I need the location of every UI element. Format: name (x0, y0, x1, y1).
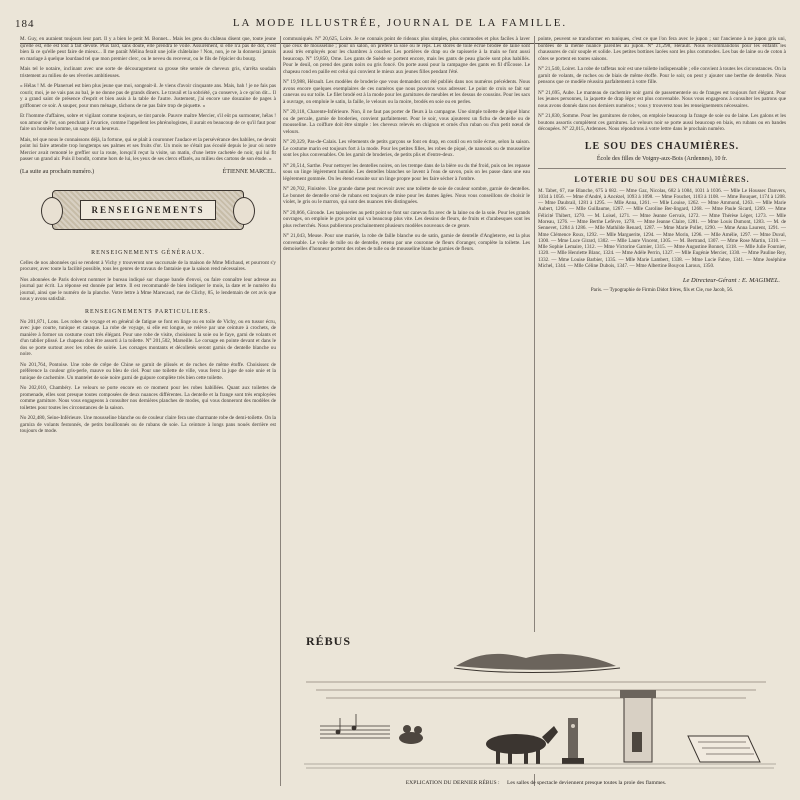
particular-info-paragraph-1: No 201,871, Lons. Les robes de voyage et en général de fatigue se font en linge ou en toile de Vichy, ou en tussor écru, avec jupe courte, tunique et casaque. La robe de voyage, si elle est longue, se relève par une ceinture à crochets, de manière à former un costume court très élégant. Pour une robe de visite, choisissez la soie ou le faye, garni de volants et d'un tablier plissé. Le chapeau doit être assorti à la toilette. N° 201,502, Marseille. Le corsage en pointe devant et dans le dos se porte surtout avec les robes de soirée. Les corsages montants et décolletés seront garnis de dentelle blanche ou noire. (20, 318, 276, 357)
printer-line: Paris. — Typographie de Firmin Didot frères, fils et Cie, rue Jacob, 56. (590, 288, 734, 294)
page-number: 184 (15, 18, 35, 30)
particular-info-paragraph-4: No 202,480, Seine-Inférieure. Une mousseline blanche ou de couleur claire fera une charmante robe de demi-toilette. On la garnira de volants festonnés, de petits bouillonnés ou de rubans de soie. La ceinture à longs pans noués derrière est toujours de mode. (20, 415, 276, 434)
lottery-title: LOTERIE DU SOU DES CHAUMIÈRES. (538, 168, 786, 184)
renseignements-banner (20, 183, 276, 238)
right-column (538, 36, 786, 624)
to-be-continued-note: (La suite au prochain numéro.) (20, 168, 95, 175)
story-paragraph-4: Et l'homme d'affaires, sobre et vigilant comme toujours, se tint parole. Pauvre maître Mercier, s'il eût pu surmonter, hélas ! son amour de l'or, son penchant à l'avarice, comme l'appellent les phrénologistes, il aurait en beaucoup de ce qu'il faut pour faire un honnête homme, un sage et un heureux. (20, 113, 276, 132)
banner-frame (52, 190, 244, 230)
chaumieres-subtitle: École des filles de Voigny-aux-Bois (Ardennes), 10 fr. (596, 155, 728, 162)
rebus-title: RÉBUS (306, 634, 352, 648)
director-signature: Le Directeur-Gérant : E. MAGIMEL. (682, 277, 780, 285)
particular-info-heading: RENSEIGNEMENTS PARTICULIERS. (84, 308, 212, 315)
right-paragraph-1: pointe, peuvent se transformer en tuniques, c'est ce que l'on fera avec le jupon ; sur l'ancienne à ne jupon gris uni, bordées de la même nuance pareilles au jupon. N° 21,298, Hérault. Nous recommandons pour les enfants les chaussures de cuir souple et solide. Les petites bottines lacées sont les plus commodes. Les bas de laine ou de coton à côtes se portent en toutes saisons. (538, 36, 786, 62)
story-paragraph-1: M. Guy, en auraient toujours leur part. Il y a bien le petit M. Bonnet... Mais les gens du château disent que, toute jeune qu'elle est, elle est tout à fait dévote. Plus tard, sans doute, elle prendra le voile. Assurément, si elle n'a pas de dot, c'est bien là ce qu'elle peut faire de mieux... Il me paraît Mélina ferait une jolie châtelaine ! Non, non, je ne la donnerai jamais en mariage à quelque lourdaud tel que mon premier clerc, ou le neveu du receveur, ou le fils de l'épicier du bourg. (20, 36, 276, 62)
general-info-heading: RENSEIGNEMENTS GÉNÉRAUX. (91, 249, 205, 256)
story-paragraph-5: Mais, tel que nous le connaissons déjà, la fortune, qui se plaît à couronner l'audace et la persévérance des habiles, ne devait point lui faire attendre trop longtemps ses palmes et ses fruits d'or. Un mois ne s'était pas écoulé depuis le jour où notre Mercier avait remonté le greffier sur la route, lorsqu'il reçut la visite, un matin, d'une lettre cachetée de noir, qui lui fit passer un grand air. Puis il bondit, comme hors de lui, les yeux de ses clercs effarés, au milieu des cartons de son étude. » (20, 136, 276, 162)
left-column (20, 36, 276, 788)
right-paragraph-2: N° 21,540, Loiret. La robe de taffetas noir est une toilette indispensable ; elle convient à toutes les circonstances. On la garnit de volants, de ruches ou de biais de même étoffe. Pour le soir, on peut y ajouter une berthe de dentelle. Nous pensons que ce modèle réussira parfaitement à votre fille. (538, 66, 786, 85)
answer-paragraph-1: communiqués. N° 20,625, Loire. Je ne connais point de rideaux plus simples, plus commodes et plus faciles à laver que ceux de mousseline ; pour un salon, on préfère la soie ou le reps. Les stores de toile écrue brodée de laine sont aussi très employés pour les chambres à coucher. Les portières de drap ou de tapisserie à la main se font aussi beaucoup. N° 19,850, Orne. Les gants de Suède se portent encore, mais les gants de peau glacée sont plus habillés. Pour le deuil, on prend des gants noirs ou gris foncé. On porte aussi pour la campagne des gants en fil d'Écosse. Le chapeau rond en paille est celui qui convient le mieux aux jeunes filles pendant l'été. (283, 36, 530, 75)
answer-paragraph-3: N° 20,118, Charente-Inférieure. Non, il ne faut pas porter de fleurs à la campagne. Une simple toilette de piqué blanc ou de percale, garnie de broderies, convient parfaitement. Pour le soir, vous ajouterez un fichu de dentelle ou de mousseline. La coiffure doit être simple : les cheveux relevés en chignon et ornés d'un ruban ou d'un petit nœud de velours. (283, 109, 530, 135)
chaumieres-title: LE SOU DES CHAUMIÈRES. (584, 140, 740, 152)
column-divider-left (280, 36, 281, 786)
journal-title: LA MODE ILLUSTRÉE, JOURNAL DE LA FAMILLE. (232, 17, 568, 29)
lighthouse-icon (620, 690, 656, 762)
particular-info-paragraph-2: No 201,764, Pontoise. Une robe de crêpe de Chine se garnit de plissés et de ruches de même étoffe. Choisissez de préférence la couleur gris-perle, mauve ou bleu de ciel. Pour une toilette de ville, vous ferez la jupe de soie unie et la tunique de cachemire. Un mantelet de soie noire garni de guipure complète très bien cette toilette. (20, 361, 276, 381)
lottery-list: M. Tabet, 67, rue Blanche, 675 à 682. — Mme Gaz, Nicolas, 682 à 1084, 1031 à 1036. — Mlle Le Houssec Danvers, 1034 à 1056. — Mme d'André, à Ancézel, 1093 à 1098. — Mme Fouchet, 1103 à 1108. — Mme Bouquet, 1174 à 1208. — Mme Daubrail, 1281 à 1295. — Mlle Anna, 1261. — Mlle Louise, 1262. — Mme Ammond, 1263. — Mlle Marie Aubert, 1266. — Mlle Guillaume, 1267. — Mlle Caroline Ber-lingard, 1268. — Mme Paule Sicard, 1269. — Mme Félicité Thibert, 1270. — M. Loisel, 1271. — Mme Jeanne Gervais, 1272. — Mme Thérèse Léger, 1273. — Mlle Moreau, 1276. — Mme Berthe Lefèvre, 1278. — Mme Jeanne Claire, 1281. — Mme Louis Dumont, 1283. — M. de Sennevet, 1284 à 1286. — Mlle Mathilde Renard, 1287. — Mme Marie Pollet, 1290. — Mme Anna Laurent, 1291. — Mme Clémence Roux, 1292. — Mlle Marguerite, 1294. — Mme Morin, 1296. — Mlle Amélie, 1297. — Mme Duval, 1300. — Mme Luce Girard, 1302. — Mlle Laure Vincent, 1305. — M. Bertrand, 1307. — Mme Rose Martin, 1310. — Mlle Sophie Lemaire, 1312. — Mme Victorine Garnier, 1315. — Mme Augustine Bonnet, 1318. — Mlle Julie Fournier, 1320. — Mlle Henriette Blanc, 1324. — Mme Adèle Perrin, 1327. — Mlle Eugénie Mercier, 1330. — Mme Pauline Rey, 1332. — Mme Louise Barbier, 1335. — Mlle Marie Lambert, 1338. — Mme Lucie Fabre, 1341. — Mme Joséphine Michel, 1344. — Mlle Céline Dubois, 1347. — Mme Albertine Bouyon Laroux, 1350. (538, 187, 786, 270)
answer-paragraph-2: N° 19,988, Hérault. Les modèles de broderie que vous demandez ont été publiés dans nos numéros précédents. Nous avons encore quelques exemplaires de ces numéros que nous pouvons vous adresser. Le point de croix se fait sur canevas ou sur toile. Le filet brodé est à la mode pour les garnitures de meubles et les dessus de coussins. Pour les sacs à ouvrage, on emploie le satin, la faille, le velours ou la moire, brodés en soie ou en perles. (283, 79, 530, 105)
rebus-area (286, 632, 786, 786)
rebus-explanation-text: Les salles de spectacle deviennent presque toutes la proie des flammes. (507, 780, 667, 786)
story-paragraph-2: Mais tel le notaire, inclinant avec une sorte de découragement sa grosse tête semée de cheveux gris, s'arrêta soudain tristement au milieu de ses rêveries ambitieuses. (20, 66, 276, 79)
author-name: ÉTIENNE MARCEL. (222, 168, 276, 175)
answer-paragraph-6: N° 20,702, Finistère. Une grande dame peut recevoir avec une toilette de soie de couleur sombre, garnie de dentelles. Le bonnet de dentelle orné de rubans est toujours de mise pour les dames âgées. Nous vous conseillons de choisir le violet, le gris ou le marron, qui sont des nuances très distinguées. (283, 186, 530, 205)
general-info-paragraph-1: Celles de nos abonnées qui se rendent à Vichy y trouveront une succursale de la maison de Mme Michaud, et pourront s'y procurer, avec toute la facilité possible, tous les genres de travaux de fantaisie que la saison rend nécessaires. (20, 259, 276, 272)
rebus-explanation (286, 780, 786, 786)
answer-paragraph-5: N° 20,514, Sarthe. Pour nettoyer les dentelles noires, on les trempe dans de la bière ou du thé froid, puis on les repasse sous un linge légèrement humide. Les dentelles blanches se lavent à l'eau de savon, puis on les passe dans une eau légèrement gommée. On les étend ensuite sur un linge propre pour les faire sécher à l'ombre. (283, 162, 530, 182)
answer-paragraph-4: N° 20,329, Pas-de-Calais. Les vêtements de petits garçons se font en drap, en coutil ou en toile écrue, selon la saison. Le costume marin est toujours fort à la mode. Pour les petites filles, les robes de piqué, de nansouk ou de mousseline sont les plus convenables. On les garnit de broderies, de petits plis et d'entre-deux. (283, 139, 530, 158)
answer-paragraph-7: N° 20,866, Gironde. Les tapisseries au petit point se font sur canevas fin avec de la laine ou de la soie. Pour les grands ouvrages, on emploie le gros point qui va beaucoup plus vite. Les dessins de fleurs, de fruits et d'arabesques sont les plus recherchés. Nous publierons prochainement plusieurs modèles nouveaux de ce genre. (283, 209, 530, 229)
right-paragraph-3: N° 21,695, Aube. Le manteau de cachemire noir garni de passementerie ou de franges est toujours fort élégant. Pour les jeunes personnes, la jaquette de drap léger est plus convenable. Nous vous engageons à consulter les patrons que nous avons donnés dans nos derniers numéros ; vous y trouverez tous les renseignements nécessaires. (538, 89, 786, 109)
rebus-explanation-label: EXPLICATION DU DERNIER RÉBUS : (405, 780, 500, 786)
answer-paragraph-8: N° 21,043, Meuse. Pour une mariée, la robe de faille blanche ou de satin, garnie de dentelle d'Angleterre, est la plus convenable. Le voile de tulle ou de dentelle, retenu par une couronne de fleurs d'oranger, complète la toilette. Les demoiselles d'honneur portent des robes de tulle ou de mousseline blanche garnies de fleurs. (283, 233, 530, 252)
general-info-paragraph-2: Nos abonnées de Paris doivent nommer le bureau indiqué sur chaque bande d'envoi, ou faire connaître leur adresse au journal par écrit. La réponse est donnée par lettre. Il est recommandé de bien indiquer le mois, la date et le numéro du journal, ainsi que le numéro de la planche. Votre lettre à Mme Marecaud, rue de Clichy, 85, le lendemain de cet avis que nous y avons satisfait. (20, 276, 276, 302)
page-header (12, 12, 788, 36)
right-paragraph-4: N° 21,830, Somme. Pour les garnitures de robes, on emploie beaucoup la frange de soie ou de laine. Les galons et les boutons assortis complètent ces garnitures. Le velours noir se porte aussi beaucoup en biais, en rubans ou en bandes découpées. N° 22,015, Ardennes. Nous répondrons à votre lettre dans le prochain numéro. (538, 113, 786, 132)
middle-column (283, 36, 530, 624)
particular-info-paragraph-3: No 202,010, Chambéry. Le velours se porte encore en ce moment pour les robes habillées. Quant aux toilettes de promenade, elles sont presque toutes composées de deux nuances différentes. La dentelle et la frange sont très employées comme garniture. Nous vous engageons à consulter nos dernières planches de modes, qui vous donneront des modèles de toilettes pour toutes les circonstances de la saison. (20, 385, 276, 411)
banner-title: RENSEIGNEMENTS (80, 200, 215, 220)
story-signature (20, 169, 276, 175)
story-paragraph-3: « Hélas ! M. de Planeruel est bien plus jeune que moi, songeait-il. Je viens d'avoir cinquante ans. Mais, bah ! je ne fais pas courir, moi, je ne vais pas au bal, je ne donne pas de grands dîners. Le travail et la sobriété, ça conserve, à ce qu'on dit... Il y a grand saint de présence d'esprit et bien assis à la table de l'autre. Justement, j'ai encore une douzaine de pages à griffonner ce soir. A souper, pour mon ménage, tâchons de ne pas faire trop de piquette. » (20, 83, 276, 109)
letter-document-icon (688, 736, 760, 762)
rebus-illustration (286, 632, 786, 774)
